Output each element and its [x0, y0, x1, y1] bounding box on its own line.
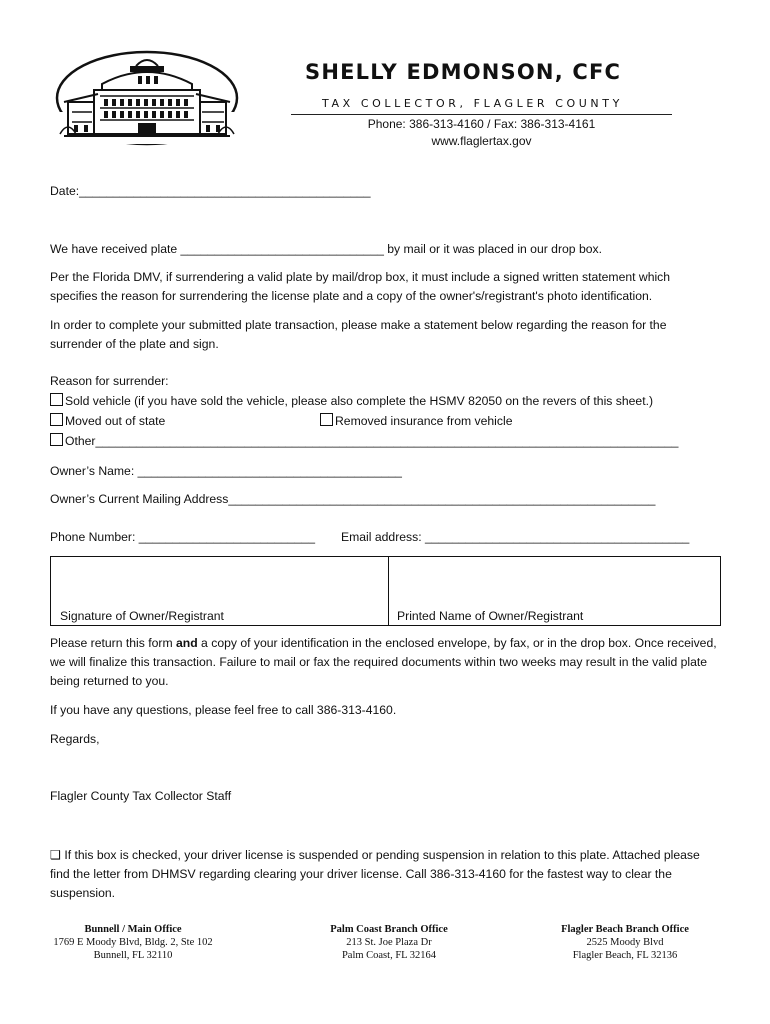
received-plate-line — [50, 240, 602, 259]
printed-name-label: Printed Name of Owner/Registrant — [397, 609, 584, 623]
return-text-end: a copy of your identification in the enclosed envelope, by fax, or in the drop box. Once received, we will finalize this transaction. Failure to mail or fax the required documents within two weeks may result in the valid plate being returned to you. — [50, 636, 717, 688]
office-name: Palm Coast Branch Office — [330, 924, 448, 935]
reason-sold-row — [50, 392, 653, 411]
other-reason-checkbox[interactable] — [50, 433, 63, 446]
reason-other-row — [50, 432, 715, 451]
other-reason-field[interactable]: Other______________________________________________________________________________________ — [65, 434, 679, 448]
return-instructions — [50, 634, 718, 691]
reason-moved-row — [50, 412, 165, 431]
sold-vehicle-checkbox[interactable] — [50, 393, 63, 406]
return-text-start: Please return this form — [50, 636, 176, 650]
moved-out-label: Moved out of state — [65, 414, 166, 428]
suspension-checkbox[interactable]: ❑ — [50, 848, 61, 862]
reason-heading: Reason for surrender: — [50, 374, 169, 388]
regards-text: Regards, — [50, 732, 100, 746]
sold-vehicle-label: Sold vehicle (if you have sold the vehicle, please also complete the HSMV 82050 on the revers of this sheet.) — [65, 394, 654, 408]
received-plate-text: by mail or it was placed in our drop box. — [383, 242, 603, 256]
phone-fax: Phone: 386-313-4160 / Fax: 386-313-4161 — [367, 117, 596, 131]
office-address: 213 St. Joe Plaza Dr — [346, 937, 432, 948]
tax-collector-name: SHELLY EDMONSON, CFC — [305, 60, 622, 84]
office-bunnell — [28, 923, 238, 962]
header-divider — [291, 114, 672, 115]
website-link[interactable]: www.flaglertax.gov — [431, 134, 532, 148]
return-text-emphasis: and — [176, 636, 198, 650]
plate-number-field[interactable]: We have received plate ______________________________ — [50, 242, 384, 256]
printed-name-cell[interactable] — [389, 557, 720, 625]
office-address: 2525 Moody Blvd — [586, 937, 664, 948]
office-subtitle: TAX COLLECTOR, FLAGLER COUNTY — [322, 97, 623, 110]
owner-address-field[interactable]: Owner’s Current Mailing Address_______________________________________________________________ — [50, 492, 656, 506]
phone-number-field[interactable]: Phone Number: __________________________ — [50, 530, 315, 544]
office-name: Bunnell / Main Office — [84, 924, 182, 935]
office-city: Palm Coast, FL 32164 — [341, 950, 437, 961]
staff-signoff: Flagler County Tax Collector Staff — [50, 789, 232, 803]
signature-cell[interactable] — [51, 557, 389, 625]
office-city: Bunnell, FL 32110 — [93, 950, 173, 961]
owner-name-field[interactable]: Owner’s Name: _______________________________________ — [50, 464, 402, 478]
reason-insurance-row — [320, 412, 512, 431]
questions-text: If you have any questions, please feel free to call 386-313-4160. — [50, 703, 397, 717]
signature-table — [50, 556, 721, 626]
office-name: Flagler Beach Branch Office — [561, 924, 689, 935]
courthouse-logo — [54, 50, 240, 146]
suspension-notice — [50, 846, 718, 903]
office-address: 1769 E Moody Blvd, Bldg. 2, Ste 102 — [53, 937, 213, 948]
signature-label: Signature of Owner/Registrant — [60, 609, 224, 623]
dmv-requirement-paragraph: Per the Florida DMV, if surrendering a valid plate by mail/drop box, it must include a signed written statement which specifies the reason for surrendering the license plate and a copy of the owner's/registrant's photo identification. — [50, 270, 671, 303]
suspension-text: If this box is checked, your driver license is suspended or pending suspension in relation to this plate. Attached please find the letter from DHMSV regarding clearing your driver license. Call 386-313-4160 for the fastest way to clear the suspension. — [50, 848, 700, 900]
office-city: Flagler Beach, FL 32136 — [572, 950, 678, 961]
office-palm-coast — [294, 923, 484, 962]
moved-out-checkbox[interactable] — [50, 413, 63, 426]
statement-instructions: In order to complete your submitted plate transaction, please make a statement below regarding the reason for the surrender of the plate and sign. — [50, 318, 667, 351]
removed-insurance-label: Removed insurance from vehicle — [335, 414, 513, 428]
removed-insurance-checkbox[interactable] — [320, 413, 333, 426]
email-address-field[interactable]: Email address: _______________________________________ — [341, 530, 690, 544]
office-flagler-beach — [530, 923, 720, 962]
date-field[interactable]: Date:___________________________________________ — [50, 184, 371, 198]
